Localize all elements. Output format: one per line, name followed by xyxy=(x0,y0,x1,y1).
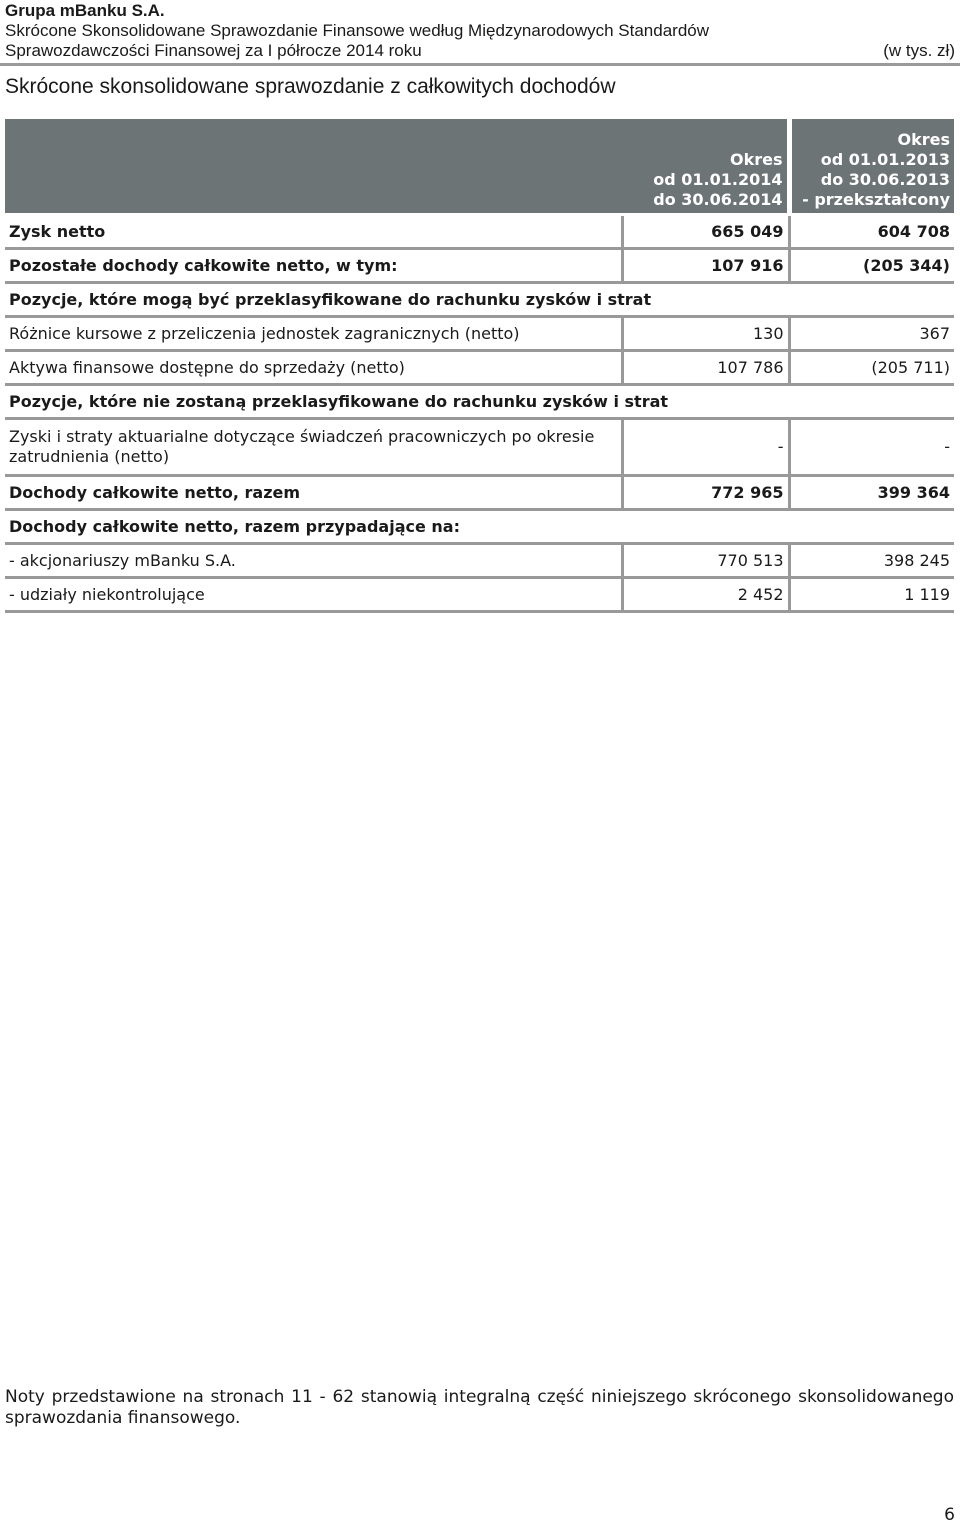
section-label: Pozycje, które nie zostaną przeklasyfikowane do rachunku zysków i strat xyxy=(5,385,954,419)
value-2014: 2 452 xyxy=(622,578,789,612)
row-label: Aktywa finansowe dostępne do sprzedaży (netto) xyxy=(5,351,622,385)
period-2013-line: od 01.01.2013 xyxy=(820,150,950,169)
table-row xyxy=(5,578,954,612)
value-2013: (205 711) xyxy=(789,351,954,385)
value-2014: 772 965 xyxy=(622,476,789,510)
section-label: Pozycje, które mogą być przeklasyfikowane do rachunku zysków i strat xyxy=(5,283,954,317)
table-row xyxy=(5,419,954,476)
header-divider xyxy=(0,63,960,66)
page-number: 6 xyxy=(944,1505,955,1525)
value-2014: 665 049 xyxy=(622,216,789,249)
report-title-line-2: Sprawozdawczości Finansowej za I półrocze 2014 roku xyxy=(5,41,422,60)
section-label: Dochody całkowite netto, razem przypadające na: xyxy=(5,510,954,544)
label-column-header xyxy=(5,119,622,213)
table-row xyxy=(5,476,954,510)
period-2014-header xyxy=(622,119,789,213)
row-label: - akcjonariuszy mBanku S.A. xyxy=(5,544,622,578)
table-row xyxy=(5,544,954,578)
value-2013: (205 344) xyxy=(789,249,954,283)
value-2013: 604 708 xyxy=(789,216,954,249)
period-2014-line: do 30.06.2014 xyxy=(653,190,783,209)
company-name: Grupa mBanku S.A. xyxy=(5,1,165,20)
section-row xyxy=(5,283,954,317)
report-title-line-1: Skrócone Skonsolidowane Sprawozdanie Finansowe według Międzynarodowych Standardów xyxy=(5,21,710,40)
value-2014: - xyxy=(622,419,789,476)
value-2014: 107 786 xyxy=(622,351,789,385)
value-2013: 398 245 xyxy=(789,544,954,578)
period-2014-line: od 01.01.2014 xyxy=(653,170,783,189)
value-2013: 367 xyxy=(789,317,954,351)
period-2013-line: Okres xyxy=(897,130,950,149)
value-2013: 399 364 xyxy=(789,476,954,510)
table-row xyxy=(5,351,954,385)
table-row xyxy=(5,249,954,283)
value-2014: 770 513 xyxy=(622,544,789,578)
section-row xyxy=(5,510,954,544)
currency-unit: (w tys. zł) xyxy=(883,41,955,60)
table-header-row xyxy=(5,119,954,213)
row-label: Zysk netto xyxy=(5,216,622,249)
page-header xyxy=(5,0,955,61)
row-label: Zyski i straty aktuarialne dotyczące świadczeń pracowniczych po okresie zatrudnienia (netto) xyxy=(5,419,622,476)
value-2014: 130 xyxy=(622,317,789,351)
row-label: Różnice kursowe z przeliczenia jednostek zagranicznych (netto) xyxy=(5,317,622,351)
comprehensive-income-table xyxy=(5,119,954,613)
statement-title: Skrócone skonsolidowane sprawozdanie z całkowitych dochodów xyxy=(5,75,616,98)
row-label: Pozostałe dochody całkowite netto, w tym: xyxy=(5,249,622,283)
notes-disclaimer: Noty przedstawione na stronach 11 - 62 stanowią integralną część niniejszego skróconego skonsolidowanego sprawozdania finansowego. xyxy=(5,1387,954,1428)
row-label: - udziały niekontrolujące xyxy=(5,578,622,612)
period-2013-line: do 30.06.2013 xyxy=(820,170,950,189)
table-row xyxy=(5,216,954,249)
value-2013: 1 119 xyxy=(789,578,954,612)
period-2013-line: - przekształcony xyxy=(802,190,950,209)
section-row xyxy=(5,385,954,419)
value-2013: - xyxy=(789,419,954,476)
value-2014: 107 916 xyxy=(622,249,789,283)
period-2014-line: Okres xyxy=(729,150,783,169)
table-row xyxy=(5,317,954,351)
period-2013-header xyxy=(789,119,954,213)
row-label: Dochody całkowite netto, razem xyxy=(5,476,622,510)
